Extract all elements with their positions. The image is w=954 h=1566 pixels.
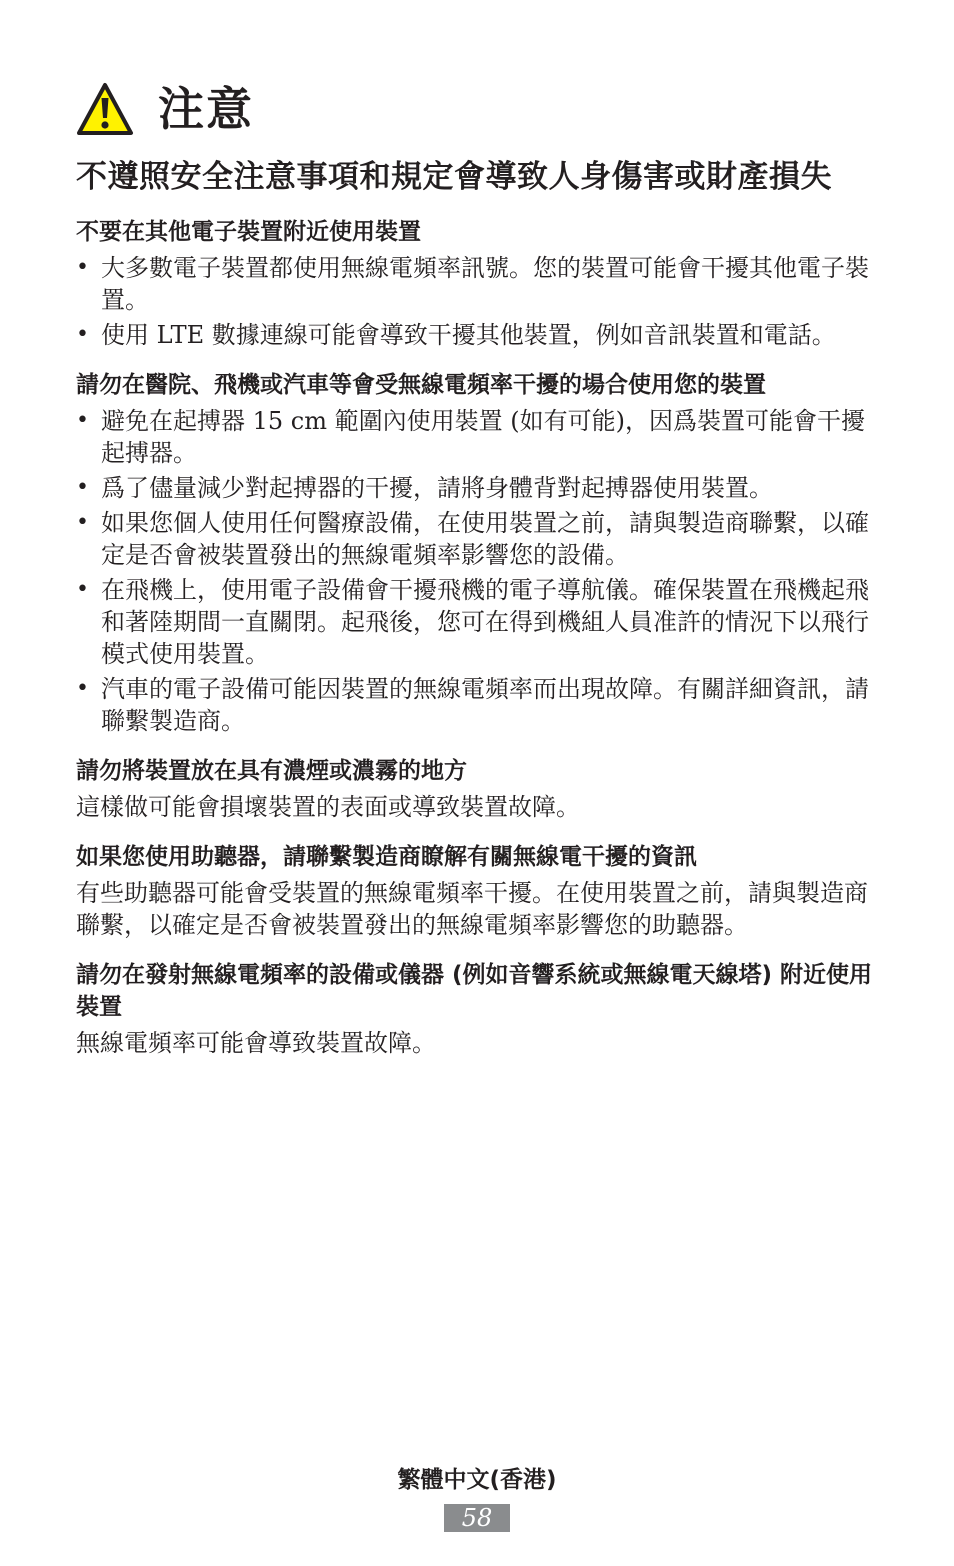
section-paragraph: 無線電頻率可能會導致裝置故障。 (76, 1029, 436, 1057)
list-item (76, 405, 876, 469)
list-item-text: 如果您個人使用任何醫療設備，在使用裝置之前，請與製造商聯繫，以確定是否會被裝置發出的無線電頻率影響您的設備。 (101, 509, 869, 569)
section-radio-transmitters (76, 959, 876, 1059)
bullet-dot: • (76, 676, 89, 701)
section-heading: 請勿將裝置放在具有濃煙或濃霧的地方 (76, 758, 467, 784)
list-item-text: 避免在起搏器 15 cm 範圍內使用裝置 (如有可能)，因爲裝置可能會干擾起搏器。 (101, 407, 865, 467)
list-item (76, 319, 876, 351)
list-item (76, 507, 876, 571)
section-hospitals-aircraft (76, 369, 876, 737)
bullet-list (76, 405, 876, 737)
list-item (76, 574, 876, 670)
list-item-text: 汽車的電子設備可能因裝置的無線電頻率而出現故障。有關詳細資訊，請聯繫製造商。 (101, 675, 869, 735)
bullet-list (76, 252, 876, 351)
bullet-dot: • (76, 577, 89, 602)
section-paragraph: 有些助聽器可能會受裝置的無線電頻率干擾。在使用裝置之前，請與製造商聯繫，以確定是否會被裝置發出的無線電頻率影響您的助聽器。 (76, 879, 868, 939)
bullet-dot: • (76, 408, 89, 433)
section-smoke-fumes (76, 755, 876, 823)
list-item-text: 大多數電子裝置都使用無線電頻率訊號。您的裝置可能會干擾其他電子裝置。 (101, 254, 869, 314)
title-row (76, 78, 876, 140)
list-item-text: 爲了儘量減少對起搏器的干擾，請將身體背對起搏器使用裝置。 (101, 474, 773, 502)
warning-icon (76, 82, 134, 136)
page-title: 注意 (158, 82, 254, 136)
page-content (76, 78, 876, 1059)
section-heading: 請勿在發射無線電頻率的設備或儀器 (例如音響系統或無線電天線塔) 附近使用裝置 (76, 962, 873, 1020)
page-number: 58 (444, 1504, 510, 1532)
section-hearing-aids (76, 841, 876, 941)
section-heading: 如果您使用助聽器，請聯繫製造商瞭解有關無線電干擾的資訊 (76, 844, 697, 870)
footer-language: 繁體中文(香港) (397, 1467, 557, 1493)
bullet-dot: • (76, 475, 89, 500)
list-item (76, 472, 876, 504)
page-footer (0, 1462, 954, 1532)
list-item (76, 673, 876, 737)
section-paragraph: 這樣做可能會損壞裝置的表面或導致裝置故障。 (76, 793, 580, 821)
section-heading: 不要在其他電子裝置附近使用裝置 (76, 219, 421, 245)
section-heading: 請勿在醫院、飛機或汽車等會受無線電頻率干擾的場合使用您的裝置 (76, 372, 766, 398)
list-item-text: 使用 LTE 數據連線可能會導致干擾其他裝置，例如音訊裝置和電話。 (101, 321, 836, 349)
main-heading: 不遵照安全注意事項和規定會導致人身傷害或財產損失 (76, 159, 832, 195)
section-nearby-devices (76, 216, 876, 351)
bullet-dot: • (76, 255, 89, 280)
list-item (76, 252, 876, 316)
bullet-dot: • (76, 322, 89, 347)
list-item-text: 在飛機上，使用電子設備會干擾飛機的電子導航儀。確保裝置在飛機起飛和著陸期間一直關閉。起飛後，您可在得到機組人員准許的情況下以飛行模式使用裝置。 (101, 576, 869, 668)
bullet-dot: • (76, 510, 89, 535)
